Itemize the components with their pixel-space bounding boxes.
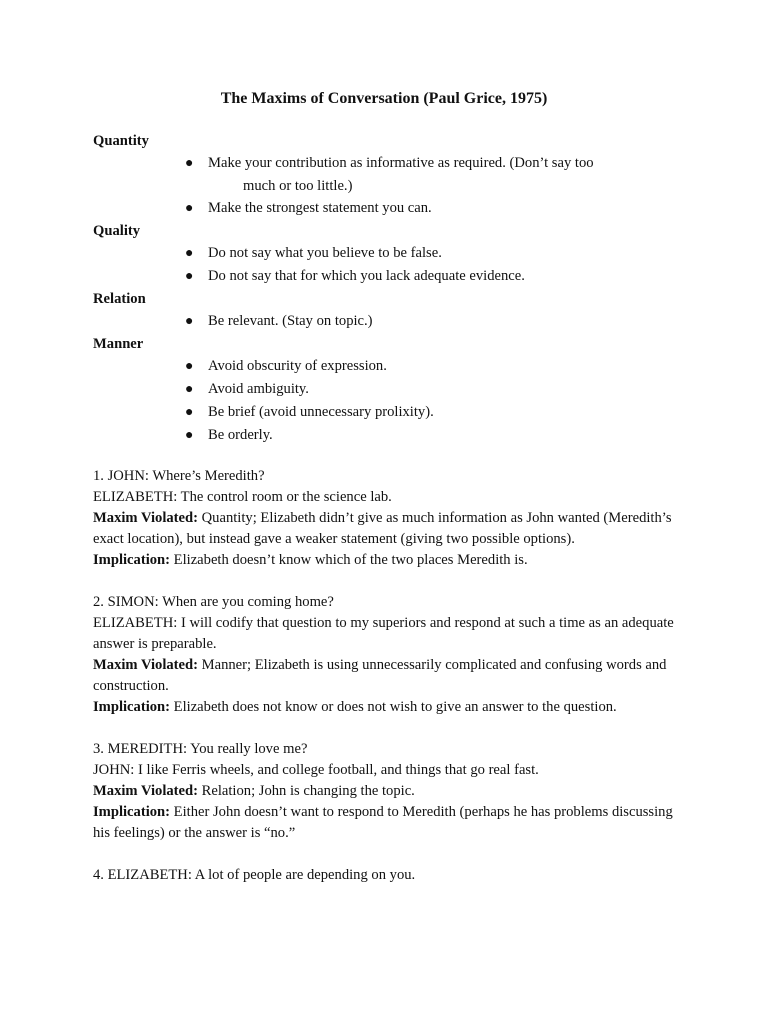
maxim-item-text: Do not say that for which you lack adequate evidence. [208, 268, 525, 284]
maxim-item-text: Make the strongest statement you can. [208, 200, 432, 216]
document-title: The Maxims of Conversation (Paul Grice, 1975) [220, 90, 548, 107]
implication-text: Elizabeth does not know or does not wish to give an answer to the question. [170, 699, 617, 715]
maxim-item-text: Avoid obscurity of expression. [208, 358, 387, 374]
example-violated [93, 508, 693, 550]
example-3 [93, 739, 693, 844]
maxim-quantity [93, 130, 693, 220]
maxim-violated-text: Quantity; Elizabeth didn’t give as much information as John wanted (Meredith’s exact location), but instead gave a weaker statement (giving two possible options). [93, 510, 672, 547]
maxim-heading: Manner [93, 336, 144, 352]
example-violated [93, 655, 693, 697]
maxim-item [93, 378, 693, 401]
bullet-icon: ● [185, 405, 194, 420]
maxim-item-text: Be relevant. (Stay on topic.) [208, 313, 373, 329]
bullet-icon: ● [185, 269, 194, 284]
bullet-icon: ● [185, 201, 194, 216]
maxim-item-text: Do not say what you believe to be false. [208, 245, 442, 261]
example-line: 3. MEREDITH: You really love me? [93, 741, 308, 757]
example-line: 4. ELIZABETH: A lot of people are depending on you. [93, 867, 416, 883]
maxim-violated-label: Maxim Violated: [93, 510, 198, 526]
example-2 [93, 592, 693, 718]
example-line: JOHN: I like Ferris wheels, and college football, and things that go real fast. [93, 762, 539, 778]
bullet-icon: ● [185, 428, 194, 443]
implication-label: Implication: [93, 699, 171, 715]
maxim-item [93, 355, 693, 378]
maxim-list [93, 355, 693, 447]
maxim-heading: Quantity [93, 133, 149, 149]
bullet-icon: ● [185, 156, 194, 171]
maxim-list [93, 310, 693, 333]
maxim-item-text: Be brief (avoid unnecessary prolixity). [208, 404, 434, 420]
example-1 [93, 466, 693, 571]
maxim-item-text: Make your contribution as informative as required. (Don’t say too [208, 155, 594, 171]
maxim-item [93, 265, 693, 288]
maxim-item [93, 401, 693, 424]
maxim-violated-label: Maxim Violated: [93, 783, 198, 799]
maxim-item-text: Avoid ambiguity. [208, 381, 309, 397]
example-line: ELIZABETH: The control room or the science lab. [93, 489, 392, 505]
maxim-heading: Relation [93, 291, 146, 307]
implication-label: Implication: [93, 552, 171, 568]
example-implication [93, 697, 693, 718]
maxim-item-continuation: much or too little.) [243, 178, 353, 194]
example-line: ELIZABETH: I will codify that question to my superiors and respond at such a time as an adequate answer is preparable. [93, 615, 674, 652]
maxim-quality [93, 220, 693, 288]
bullet-icon: ● [185, 246, 194, 261]
bullet-icon: ● [185, 382, 194, 397]
maxim-violated-text: Relation; John is changing the topic. [197, 783, 415, 799]
implication-text: Either John doesn’t want to respond to Meredith (perhaps he has problems discussing his feelings) or the answer is “no.” [93, 804, 673, 841]
maxim-relation [93, 288, 693, 333]
example-implication [93, 802, 693, 844]
example-line: 1. JOHN: Where’s Meredith? [93, 468, 265, 484]
maxim-violated-label: Maxim Violated: [93, 657, 198, 673]
maxim-item [93, 197, 693, 220]
maxim-list [93, 152, 693, 220]
bullet-icon: ● [185, 359, 194, 374]
example-line: 2. SIMON: When are you coming home? [93, 594, 334, 610]
implication-text: Elizabeth doesn’t know which of the two places Meredith is. [170, 552, 528, 568]
example-4 [93, 865, 693, 886]
maxim-heading: Quality [93, 223, 141, 239]
maxims-section [93, 130, 693, 447]
example-implication [93, 550, 693, 571]
maxim-list [93, 242, 693, 288]
maxim-item-text: Be orderly. [208, 427, 273, 443]
bullet-icon: ● [185, 314, 194, 329]
maxim-item [93, 424, 693, 447]
maxim-item [93, 242, 693, 265]
implication-label: Implication: [93, 804, 171, 820]
example-violated [93, 781, 693, 802]
examples-section [93, 466, 693, 907]
maxim-manner [93, 333, 693, 447]
maxim-item [93, 310, 693, 333]
maxim-violated-text: Manner; Elizabeth is using unnecessarily complicated and confusing words and construction. [93, 657, 667, 694]
maxim-item [93, 152, 693, 197]
